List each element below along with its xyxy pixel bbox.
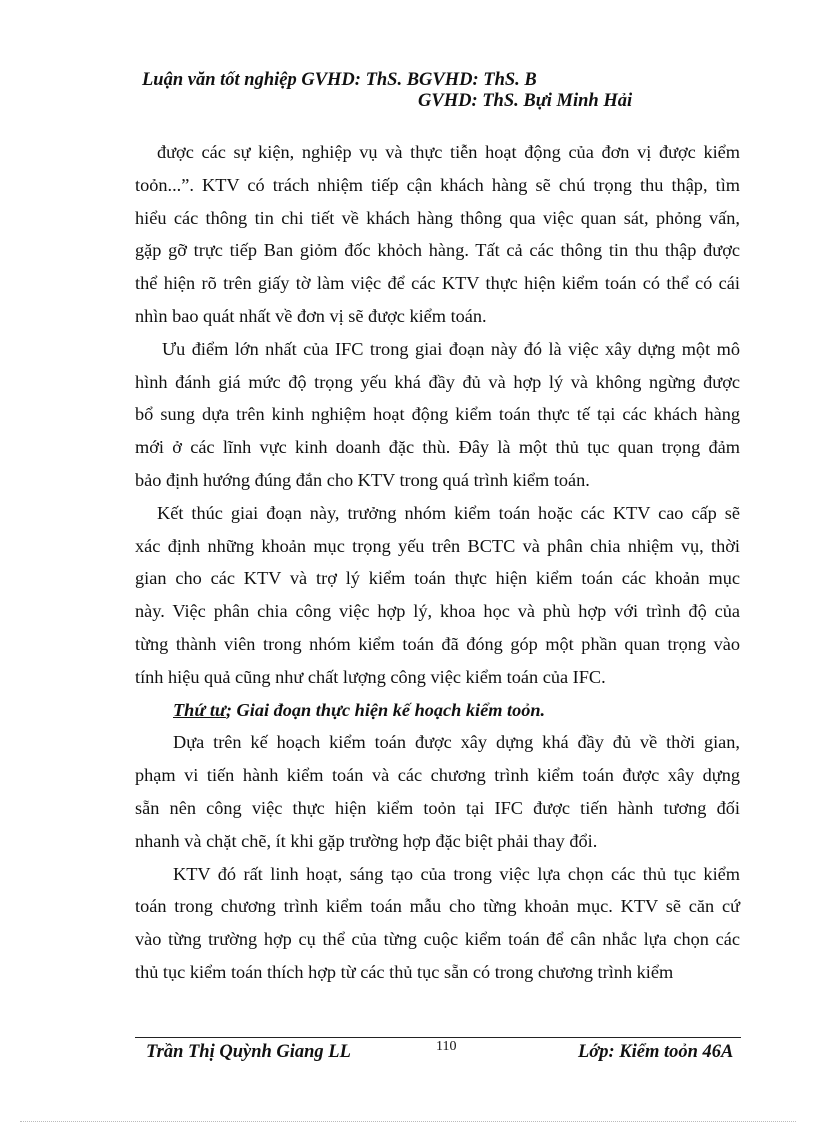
text-line: hình đánh giá mức độ trọng yếu khá đầy đủ và hợp lý và không ngừng được: [135, 371, 740, 392]
footer-author: Trần Thị Quỳnh Giang LL: [146, 1042, 351, 1062]
paragraph: [135, 333, 740, 497]
text-line: gặp gỡ trực tiếp Ban giỏm đốc khỏch hàng. Tất cả các thông tin thu thập được: [135, 240, 740, 261]
paragraph: [135, 726, 740, 857]
paragraph-continuation: [135, 169, 740, 333]
heading-prefix: Thứ tư: [173, 699, 226, 720]
text-line: bổ sung dựa trên kinh nghiệm hoạt động kiểm toán thực tế tại các khách hàng: [135, 404, 740, 425]
text-line: được các sự kiện, nghiệp vụ và thực tiễn hoạt động của đơn vị được kiểm: [157, 142, 740, 162]
text-line: toán trong chương trình kiểm toán mẫu cho từng khoản mục. KTV sẽ căn cứ: [135, 896, 740, 917]
text-line: thủ tục kiểm toán thích hợp từ các thủ tục sẵn có trong chương trình kiểm: [135, 961, 674, 982]
page-edge-divider: [20, 1121, 796, 1122]
text-line: Kết thúc giai đoạn này, trưởng nhóm kiểm toán hoặc các KTV cao cấp sẽ: [157, 502, 740, 523]
text-line: xác định những khoản mục trọng yếu trên BCTC và phân chia nhiệm vụ, thời: [135, 535, 740, 556]
paragraph: [135, 136, 740, 169]
header-thesis-title: Luận văn tốt nghiệp GVHD: ThS. BGVHD: ThS. B: [142, 70, 537, 90]
text-line: toỏn...”. KTV có trách nhiệm tiếp cận khách hàng sẽ chú trọng thu thập, tìm: [135, 174, 740, 195]
text-line: này. Việc phân chia công việc hợp lý, khoa học và phù hợp với trình độ của: [135, 601, 740, 622]
section-heading: [135, 694, 740, 727]
text-line: nhanh và chặt chẽ, ít khi gặp trường hợp đặc biệt phải thay đổi.: [135, 830, 598, 851]
footer-divider: [135, 1037, 741, 1038]
heading-title: ; Giai đoạn thực hiện kế hoạch kiểm toỏn.: [225, 699, 546, 720]
text-line: phạm vi tiến hành kiểm toán và các chương trình kiểm toán được xây dựng: [135, 765, 740, 786]
text-line: bảo định hướng đúng đắn cho KTV trong quá trình kiểm toán.: [135, 469, 590, 490]
paragraph: [135, 497, 740, 694]
text-line: thể hiện rõ trên giấy tờ làm việc để các KTV thực hiện kiểm toán có thể có cái: [135, 273, 740, 294]
text-line: vào từng trường hợp cụ thể của từng cuộc kiểm toán để cân nhắc lựa chọn các: [135, 929, 740, 950]
text-line: tính hiệu quả cũng như chất lượng công việc kiểm toán của IFC.: [135, 666, 606, 687]
footer-class: Lớp: Kiểm toỏn 46A: [578, 1042, 734, 1062]
text-line: mới ở các lĩnh vực kinh doanh đặc thù. Đây là một thủ tục quan trọng đảm: [135, 437, 740, 458]
header-supervisor: GVHD: ThS. Bựi Minh Hải: [418, 91, 633, 111]
text-line: KTV đó rất linh hoạt, sáng tạo của trong việc lựa chọn các thủ tục kiểm: [173, 863, 740, 884]
text-line: hiểu các thông tin chi tiết về khách hàng thông qua việc quan sát, phỏng vấn,: [135, 207, 740, 228]
paragraph: [135, 858, 740, 989]
text-line: nhìn bao quát nhất về đơn vị sẽ được kiểm toán.: [135, 305, 487, 326]
text-line: sẵn nên công việc thực hiện kiểm toỏn tại IFC được tiến hành tương đối: [135, 797, 740, 818]
text-line: Ưu điểm lớn nhất của IFC trong giai đoạn này đó là việc xây dựng một mô: [162, 338, 740, 359]
page-number: 110: [436, 1039, 457, 1054]
document-body: [135, 136, 740, 989]
text-line: gian cho các KTV và trợ lý kiểm toán thực hiện kiểm toán các khoản mục: [135, 568, 740, 589]
text-line: Dựa trên kế hoạch kiểm toán được xây dựng khá đầy đủ về thời gian,: [173, 732, 740, 753]
text-line: từng thành viên trong nhóm kiểm toán đã đóng góp một phần quan trọng vào: [135, 633, 740, 654]
